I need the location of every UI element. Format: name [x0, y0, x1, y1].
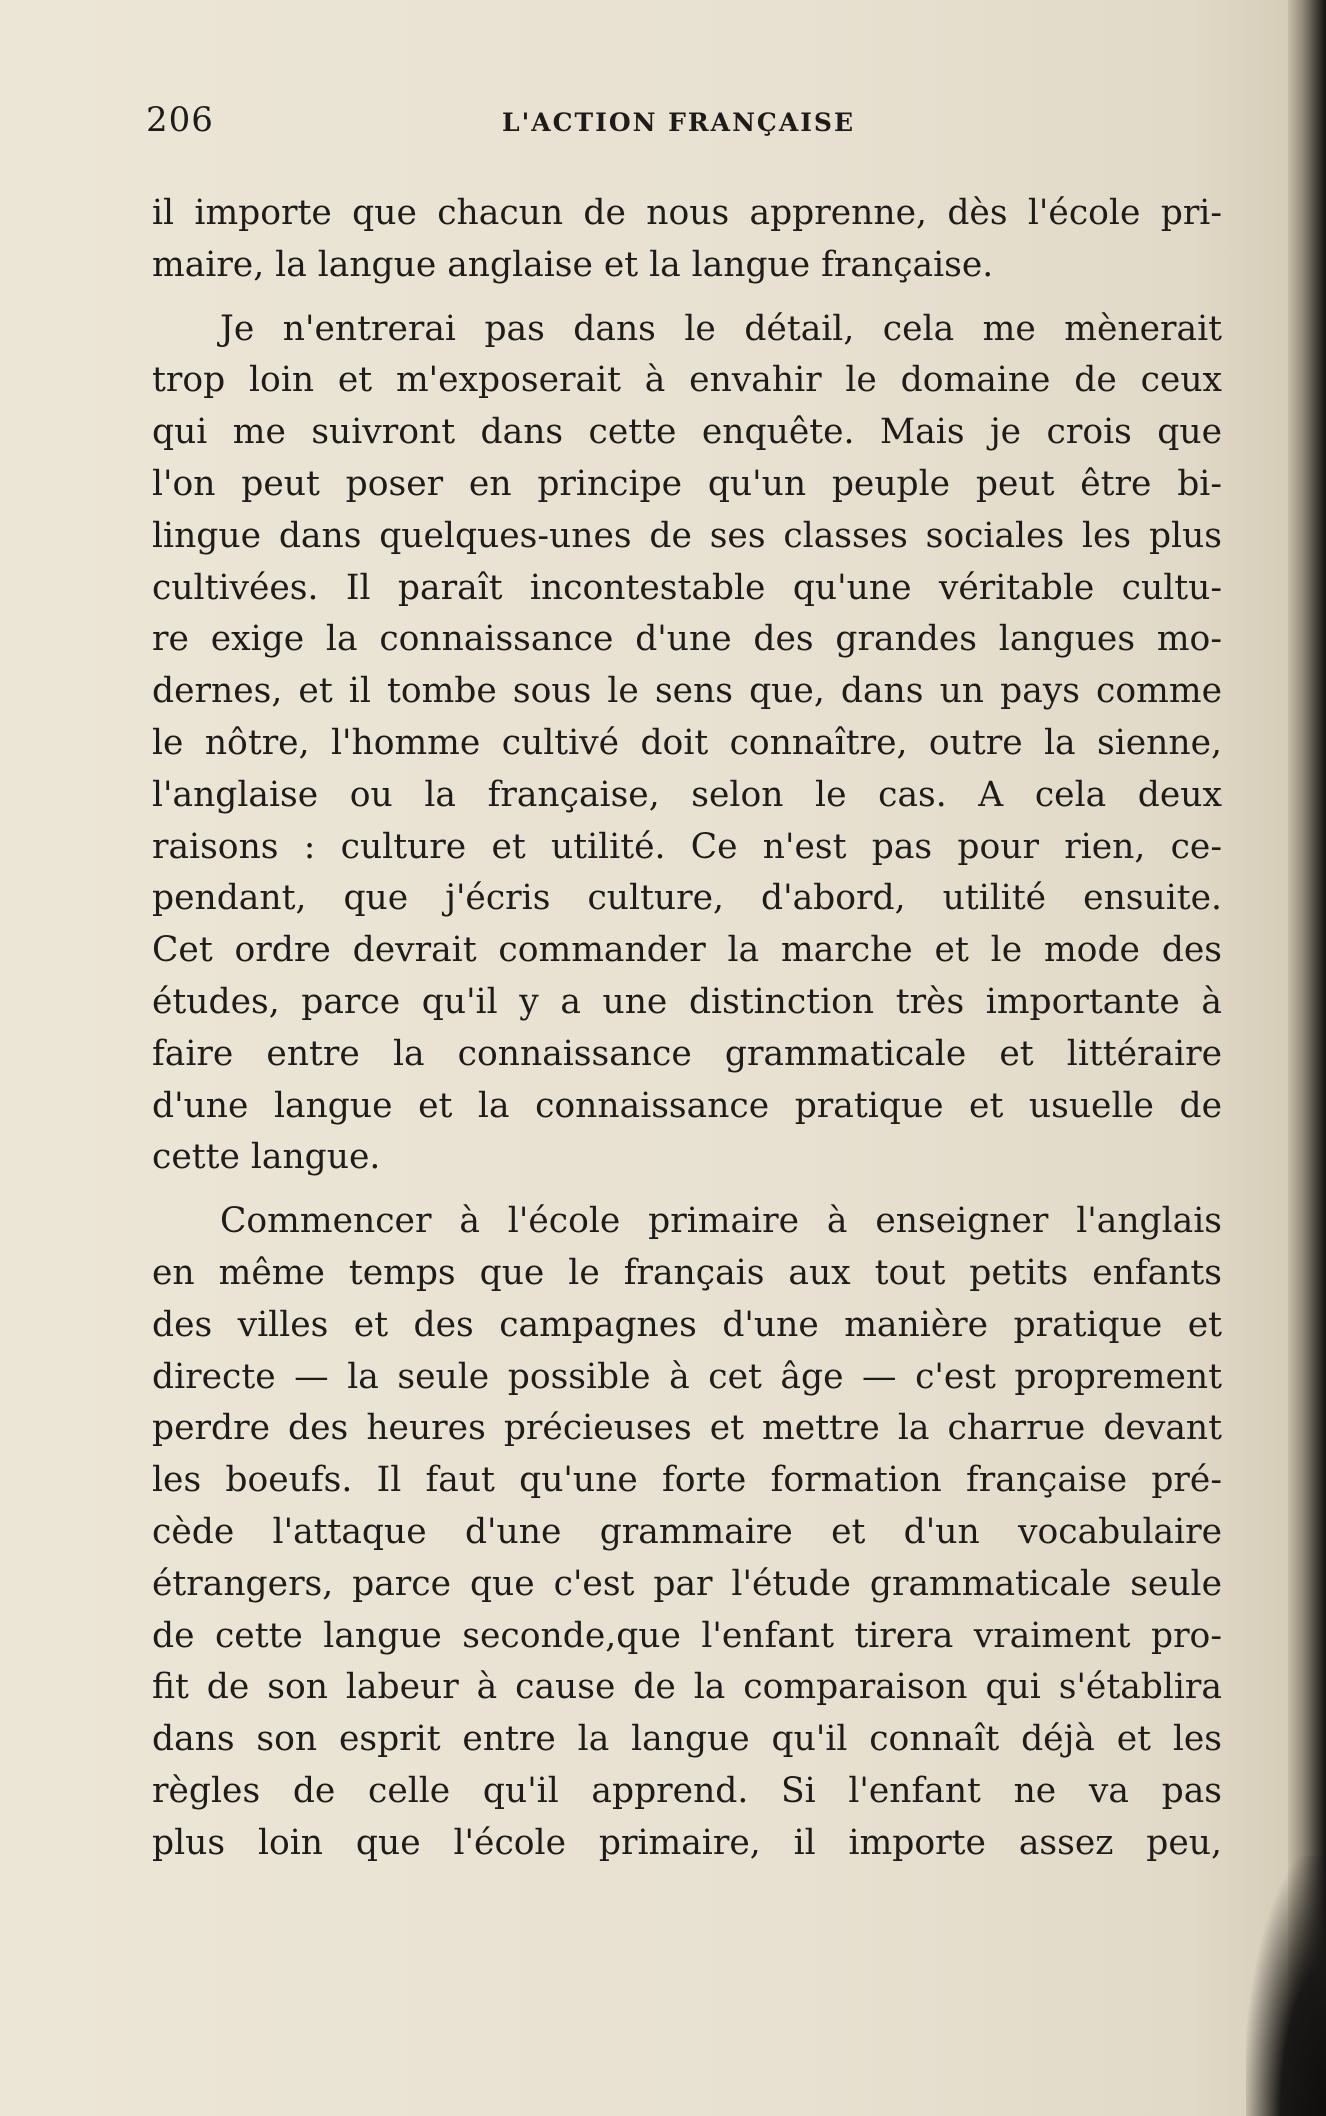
text-line: dans son esprit entre la langue qu'il connaît déjà et les — [152, 1719, 1222, 1760]
text-line: pendant, que j'écris culture, d'abord, utilité ensuite. — [152, 878, 1222, 919]
corner-shadow — [1246, 1856, 1326, 2116]
text-line: perdre des heures précieuses et mettre la charrue devant — [152, 1408, 1222, 1449]
body-text — [152, 188, 1222, 1870]
text-line: qui me suivront dans cette enquête. Mais je crois que — [152, 412, 1222, 453]
text-line: en même temps que le français aux tout petits enfants — [152, 1252, 1222, 1293]
text-line: plus loin que l'école primaire, il importe assez peu, — [152, 1822, 1222, 1863]
text-line: cultivées. Il paraît incontestable qu'une véritable cultu- — [152, 567, 1222, 608]
text-line: les boeufs. Il faut qu'une forte formation française pré- — [152, 1460, 1222, 1501]
text-line: raisons : culture et utilité. Ce n'est pas pour rien, ce- — [152, 826, 1222, 867]
text-line: faire entre la connaissance grammaticale et littéraire — [152, 1033, 1222, 1074]
text-line: fit de son labeur à cause de la comparaison qui s'établira — [152, 1667, 1222, 1708]
text-line: il importe que chacun de nous apprenne, dès l'école pri- — [152, 193, 1222, 233]
paragraph-3 — [152, 1196, 1222, 1869]
text-line: des villes et des campagnes d'une manière pratique et — [152, 1304, 1222, 1345]
text-line: l'on peut poser en principe qu'un peuple peut être bi- — [152, 463, 1222, 504]
text-line: dernes, et il tombe sous le sens que, dans un pays comme — [152, 671, 1222, 712]
page-edge-shadow — [1288, 0, 1326, 2116]
text-line: cède l'attaque d'une grammaire et d'un vocabulaire — [152, 1511, 1222, 1552]
text-line: règles de celle qu'il apprend. Si l'enfant ne va pas — [152, 1770, 1222, 1811]
text-line: le nôtre, l'homme cultivé doit connaître, outre la sienne, — [152, 722, 1222, 763]
running-title: L'ACTION FRANÇAISE — [502, 108, 856, 137]
text-line: de cette langue seconde,que l'enfant tirera vraiment pro- — [152, 1615, 1222, 1656]
text-line: l'anglaise ou la française, selon le cas. A cela deux — [152, 774, 1222, 815]
page-number: 206 — [146, 100, 214, 140]
text-line: d'une langue et la connaissance pratique et usuelle de — [152, 1085, 1222, 1126]
text-line: cette langue. — [152, 1137, 381, 1178]
text-line: maire, la langue anglaise et la langue française. — [152, 244, 994, 285]
text-line: études, parce qu'il y a une distinction très importante à — [152, 981, 1222, 1022]
text-line: étrangers, parce que c'est par l'étude grammaticale seule — [152, 1563, 1222, 1604]
text-line: lingue dans quelques-unes de ses classes sociales les plus — [152, 515, 1222, 556]
text-line: Commencer à l'école primaire à enseigner l'anglais — [220, 1201, 1222, 1242]
text-line: directe — la seule possible à cet âge — c'est proprement — [152, 1356, 1222, 1397]
paragraph-1 — [152, 188, 1222, 292]
text-line: Je n'entrerai pas dans le détail, cela me mènerait — [220, 308, 1222, 349]
text-line: trop loin et m'exposerait à envahir le domaine de ceux — [152, 360, 1222, 401]
text-line: Cet ordre devrait commander la marche et le mode des — [152, 930, 1222, 971]
text-line: re exige la connaissance d'une des grandes langues mo- — [152, 619, 1222, 660]
paragraph-2 — [152, 304, 1222, 1185]
page-header — [146, 100, 1226, 140]
